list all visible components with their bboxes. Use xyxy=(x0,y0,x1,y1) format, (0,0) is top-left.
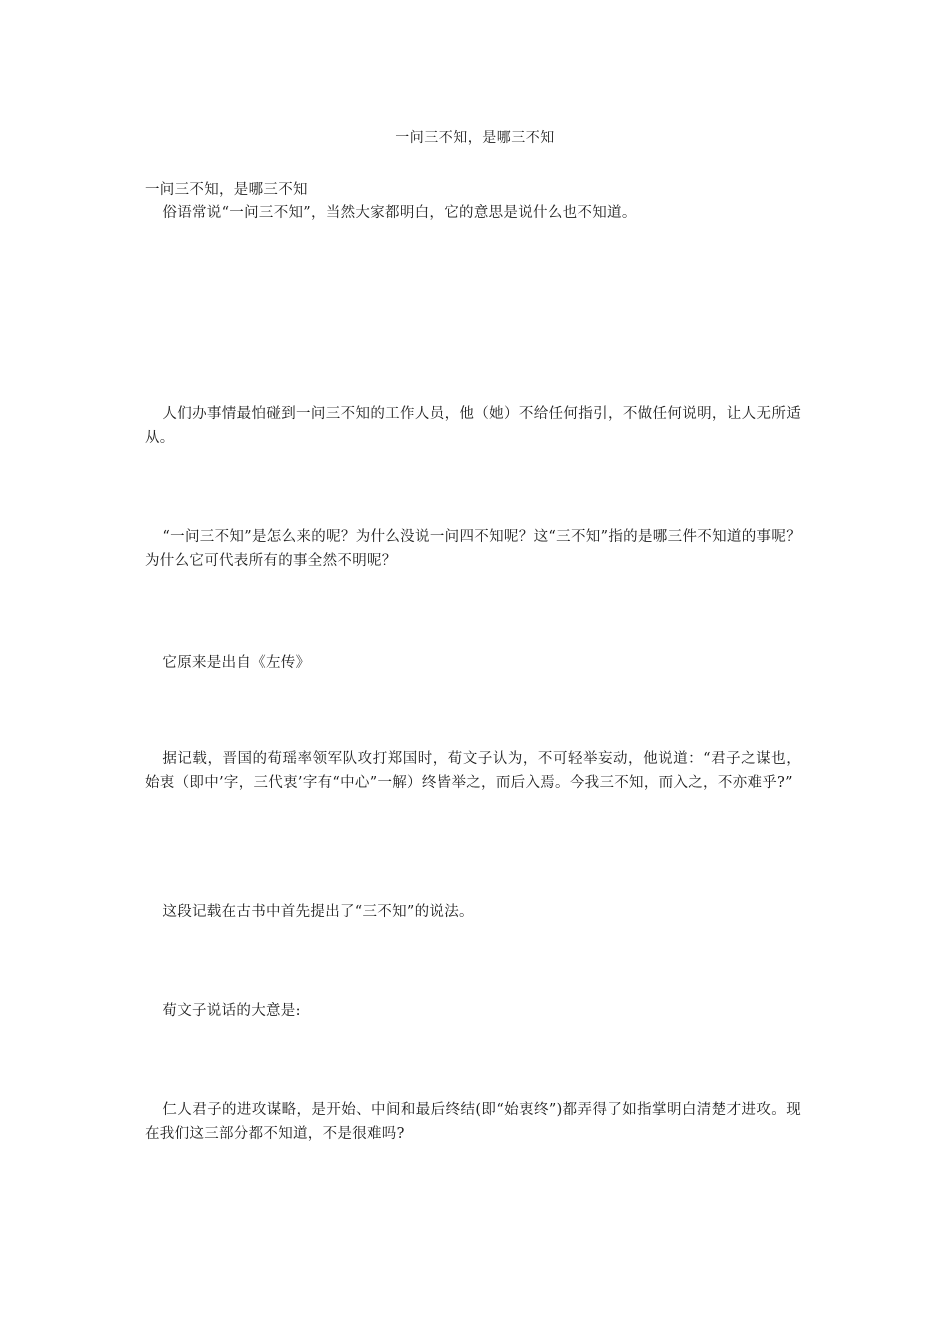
paragraph-meaning: 仁人君子的进攻谋略，是开始、中间和最后终结(即“始衷终”)都弄得了如指掌明白清楚才进攻。现在我们这三部分都不知道，不是很难吗? xyxy=(145,1102,801,1142)
paragraph-first-mention: 这段记载在古书中首先提出了“三不知”的说法。 xyxy=(162,904,474,920)
paragraph-questions: “一问三不知”是怎么来的呢？为什么没说一问四不知呢？这“三不知”指的是哪三件不知道的事呢？为什么它可代表所有的事全然不明呢？ xyxy=(145,529,801,569)
document-title: 一问三不知，是哪三不知 xyxy=(395,130,555,146)
paragraph-origin: 它原来是出自《左传》 xyxy=(162,655,311,671)
paragraph-heading-repeat: 一问三不知，是哪三不知 xyxy=(145,182,308,198)
paragraph-meaning-label: 荀文子说话的大意是: xyxy=(162,1003,301,1019)
paragraph-staff: 人们办事情最怕碰到一问三不知的工作人员，他（她）不给任何指引，不做任何说明，让人无所适从。 xyxy=(145,406,801,446)
paragraph-intro: 俗语常说“一问三不知”，当然大家都明白，它的意思是说什么也不知道。 xyxy=(162,205,637,221)
paragraph-record: 据记载，晋国的荀瑶率领军队攻打郑国时，荀文子认为，不可轻举妄动，他说道：“君子之谋也，始衷（即中’字，三代衷’字有“中心”一解）终皆举之，而后入焉。今我三不知，而入之，不亦难乎?” xyxy=(145,751,801,791)
